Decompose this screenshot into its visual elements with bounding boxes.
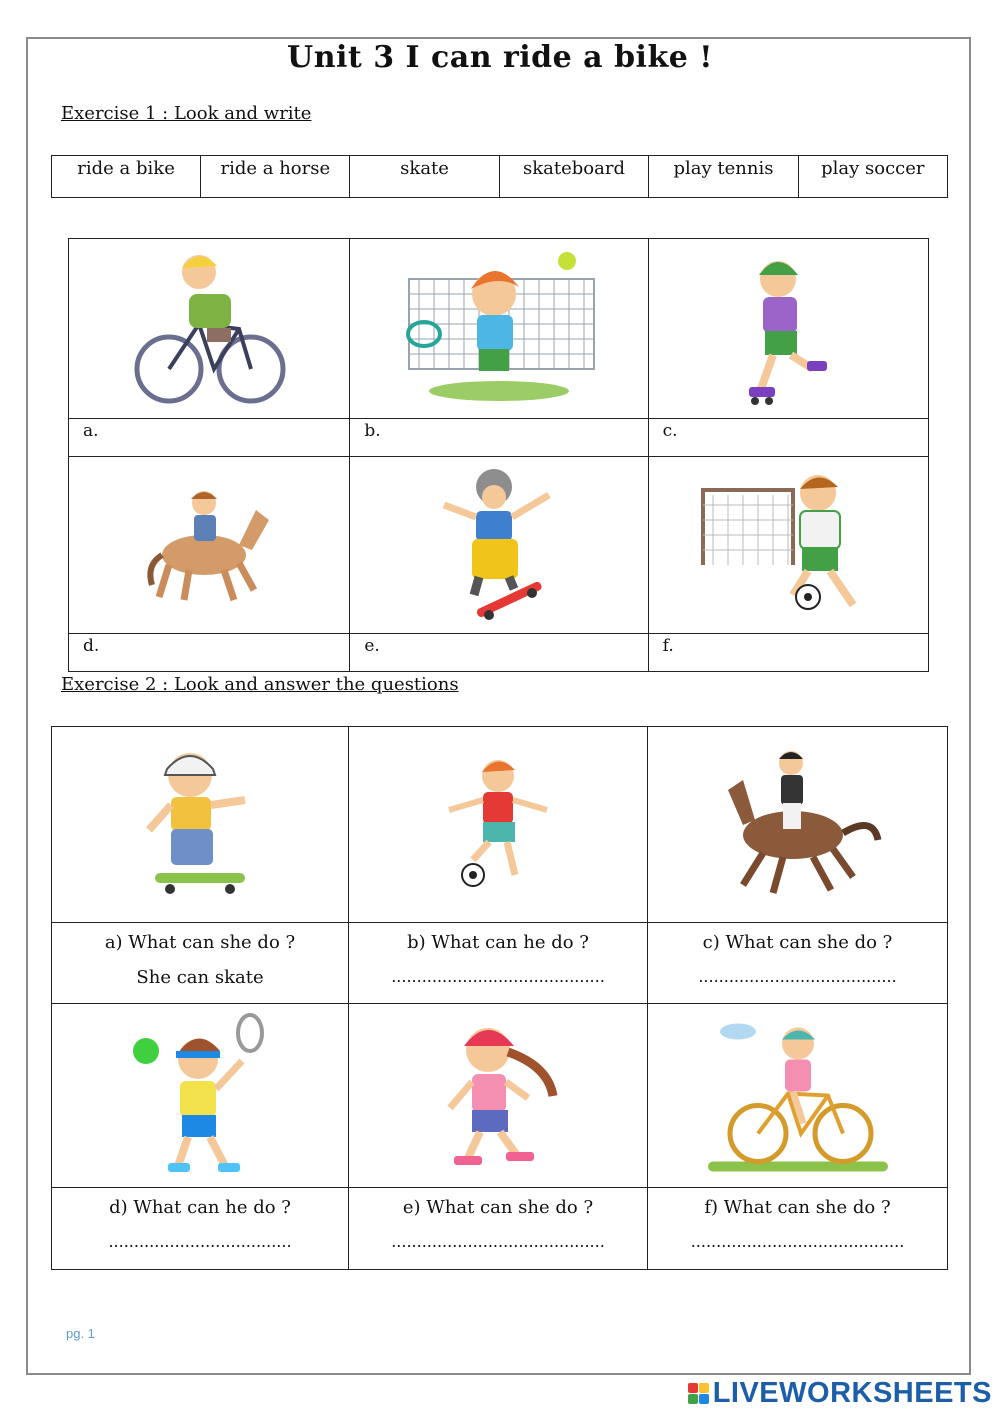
brand-name: LIVEWORKSHEETS <box>712 1376 992 1409</box>
word-bank-item: play tennis <box>649 156 798 198</box>
word-bank-item: ride a horse <box>201 156 350 198</box>
question-text: f) What can she do ? <box>704 1197 891 1218</box>
picture-cell <box>349 1004 648 1188</box>
question-cell <box>648 1188 948 1270</box>
question-text: a) What can she do ? <box>104 932 296 953</box>
boy-skateboarding-icon <box>135 745 265 905</box>
answer-label-f: f. <box>648 634 928 672</box>
answer-blank[interactable]: .................................... <box>108 1232 292 1251</box>
answer-text[interactable]: She can skate <box>136 967 264 988</box>
answer-label-b: b. <box>350 419 648 457</box>
question-cell <box>349 1188 648 1270</box>
question-text: e) What can she do ? <box>402 1197 594 1218</box>
answer-blank[interactable]: .......................................... <box>391 967 605 986</box>
picture-cell <box>350 239 648 419</box>
question-cell <box>349 923 648 1004</box>
picture-cell <box>648 457 928 634</box>
question-text: d) What can he do ? <box>109 1197 291 1218</box>
picture-cell <box>349 727 648 923</box>
brand-logo[interactable] <box>688 1377 992 1409</box>
picture-cell <box>648 727 948 923</box>
question-text: b) What can he do ? <box>407 932 589 953</box>
question-cell <box>648 923 948 1004</box>
answer-label-c: c. <box>648 419 928 457</box>
answer-label-d: d. <box>69 634 350 672</box>
exercise1-heading: Exercise 1 : Look and write <box>61 103 312 124</box>
answer-blank[interactable]: .......................................... <box>391 1232 605 1251</box>
girl-rollerskating-icon <box>733 249 843 409</box>
picture-cell <box>52 1004 349 1188</box>
answer-label-e: e. <box>350 634 648 672</box>
answer-blank[interactable]: .......................................... <box>690 1232 905 1251</box>
girl-riding-horse-icon <box>713 745 883 905</box>
exercise2-heading: Exercise 2 : Look and answer the questions <box>61 674 459 695</box>
logo-grid-icon <box>688 1383 709 1404</box>
word-bank-item: skateboard <box>499 156 649 198</box>
girl-riding-horse-icon <box>144 485 274 605</box>
boy-riding-bike-icon <box>129 244 289 414</box>
boy-playing-tennis-icon <box>399 249 599 409</box>
exercise1-grid <box>68 238 929 672</box>
question-text: c) What can she do ? <box>702 932 893 953</box>
picture-cell <box>69 239 350 419</box>
exercise2-grid <box>51 726 948 1270</box>
girl-rollerskating-icon <box>428 1016 568 1176</box>
boy-skateboarding-icon <box>434 465 564 625</box>
picture-cell <box>52 727 349 923</box>
girl-riding-bike-icon <box>703 1013 893 1178</box>
word-bank-item: ride a bike <box>52 156 201 198</box>
picture-cell <box>648 239 928 419</box>
boy-playing-soccer-icon <box>698 465 878 625</box>
question-cell <box>52 923 349 1004</box>
word-bank-item: play soccer <box>798 156 947 198</box>
boy-playing-soccer-icon <box>443 750 553 900</box>
boy-playing-tennis-icon <box>130 1011 270 1181</box>
word-bank <box>51 155 948 198</box>
picture-cell <box>69 457 350 634</box>
page-number: pg. 1 <box>66 1326 95 1341</box>
picture-cell <box>350 457 648 634</box>
question-cell <box>52 1188 349 1270</box>
picture-cell <box>648 1004 948 1188</box>
word-bank-item: skate <box>350 156 499 198</box>
answer-blank[interactable]: ....................................... <box>698 967 897 986</box>
worksheet-title: Unit 3 I can ride a bike ! <box>287 40 713 75</box>
answer-label-a: a. <box>69 419 350 457</box>
